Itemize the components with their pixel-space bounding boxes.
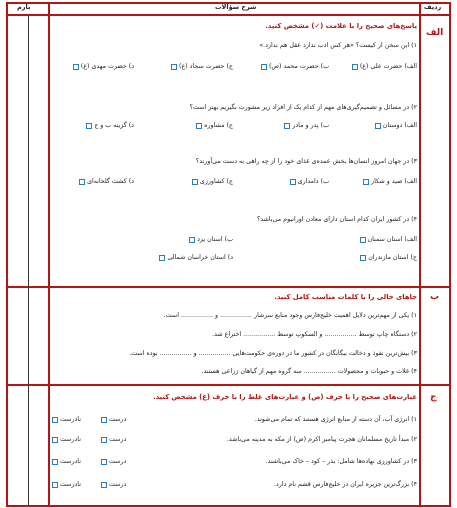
checkbox-icon[interactable] <box>101 459 107 465</box>
checkbox-icon[interactable] <box>284 123 290 129</box>
option-2-b[interactable]: ب) پدر و مادر <box>284 122 329 130</box>
fill-blank-4: ۴) غلات و حبوبات و محصولات ................ سه گروه مهم از گیاهان زراعی هستند. <box>201 368 417 375</box>
question-3: ۳) در جهان امروز انسان‌ها بخش عمده‌ی غذای خود را از چه راهی به دست می‌آورند؟ <box>195 158 417 165</box>
score-inner-line <box>28 16 29 505</box>
true-false-2-choices <box>52 436 126 444</box>
checkbox-icon[interactable] <box>360 237 366 243</box>
true-false-1-choices <box>52 416 126 424</box>
section-be <box>52 288 417 382</box>
question-4-options-row-2 <box>52 254 417 264</box>
question-2-options <box>52 122 417 132</box>
checkbox-icon[interactable] <box>352 64 358 70</box>
checkbox-icon[interactable] <box>290 179 296 185</box>
checkbox-icon[interactable] <box>171 64 177 70</box>
frame-bottom <box>6 505 451 507</box>
true-option[interactable]: درست <box>101 416 126 424</box>
option-4-d[interactable]: د) استان خراسان شمالی <box>159 254 233 262</box>
checkbox-icon[interactable] <box>79 179 85 185</box>
header-score: بارم <box>17 3 31 11</box>
checkbox-icon[interactable] <box>192 179 198 185</box>
false-option[interactable]: نادرست <box>52 458 81 466</box>
option-4-c[interactable]: ج) استان مازندران <box>360 254 417 262</box>
option-2-d[interactable]: د) گزینه ب و ج <box>86 122 134 130</box>
checkbox-icon[interactable] <box>196 123 202 129</box>
checkbox-icon[interactable] <box>52 417 58 423</box>
option-4-a[interactable]: الف) استان سمنان <box>360 236 417 244</box>
header-row: ردیف <box>424 3 442 11</box>
option-1-d[interactable]: د) حضرت مهدی (ع) <box>73 63 134 71</box>
frame-right <box>449 2 451 507</box>
section-alef <box>52 18 417 284</box>
question-2: ۲) در مسائل و تصمیم‌گیری‌های مهم از کدام یک از افراد زیر مشورت بگیریم بهتر است؟ <box>189 104 417 111</box>
true-false-2: ۲) مبدأ تاریخ مسلمانان هجرت پیامبر اکرم (ص) از مکه به مدینه می‌باشد. <box>226 436 417 443</box>
true-option[interactable]: درست <box>101 458 126 466</box>
section-letter-be: ب <box>430 292 440 302</box>
true-false-4: ۴) بزرگ‌ترین جزیره ایران در خلیج‌فارس قشم نام دارد. <box>273 481 417 488</box>
section-letter-jim: ج <box>430 392 437 402</box>
fill-blank-1: ۱) یکی از مهم‌ترین دلایل اهمیت خلیج‌فارس وجود منابع سرشار ................ و ................ است. <box>163 312 417 319</box>
option-1-b[interactable]: ب) حضرت محمد (ص) <box>261 63 329 71</box>
option-1-c[interactable]: ج) حضرت سجاد (ع) <box>171 63 233 71</box>
false-option[interactable]: نادرست <box>52 416 81 424</box>
false-option[interactable]: نادرست <box>52 481 81 489</box>
section-jim-title: عبارت‌های صحیح را با حرف (ص) و عبارت‌های غلط را با حرف (غ) مشخص کنید. <box>153 393 417 401</box>
checkbox-icon[interactable] <box>360 255 366 261</box>
section-alef-title: پاسخ‌های صحیح را با علامت (✓) مشخص کنید. <box>265 22 417 30</box>
section-jim <box>52 386 417 504</box>
question-1-options <box>52 63 417 73</box>
true-false-1: ۱) انرژی آب، آن دسته از منابع انرژی هستند که تمام می‌شوند. <box>254 416 417 423</box>
option-3-b[interactable]: ب) دامداری <box>290 178 329 186</box>
checkbox-icon[interactable] <box>159 255 165 261</box>
question-3-options <box>52 178 417 188</box>
row-column-line <box>419 2 421 507</box>
option-3-a[interactable]: الف) صید و شکار <box>363 178 417 186</box>
header-question: شرح سؤالات <box>215 3 257 11</box>
checkbox-icon[interactable] <box>73 64 79 70</box>
option-4-b[interactable]: ب) استان یزد <box>189 236 233 244</box>
checkbox-icon[interactable] <box>101 417 107 423</box>
true-option[interactable]: درست <box>101 436 126 444</box>
checkbox-icon[interactable] <box>189 237 195 243</box>
option-1-a[interactable]: الف) حضرت علی (ع) <box>352 63 417 71</box>
option-2-a[interactable]: الف) دوستان <box>375 122 417 130</box>
checkbox-icon[interactable] <box>52 459 58 465</box>
frame-left <box>6 2 8 507</box>
checkbox-icon[interactable] <box>375 123 381 129</box>
fill-blank-3: ۳) بیش‌ترین نفوذ و دخالت بیگانگان در کشور ما در دوره‌ی حکومت‌هایی ................ و ................ بوده است. <box>129 350 417 357</box>
true-false-3-choices <box>52 458 126 466</box>
fill-blank-2: ۲) دستگاه چاپ توسط ................ و السکوپ توسط ................ اختراع شد. <box>212 331 417 338</box>
checkbox-icon[interactable] <box>52 437 58 443</box>
false-option[interactable]: نادرست <box>52 436 81 444</box>
checkbox-icon[interactable] <box>261 64 267 70</box>
true-false-3: ۳) در کشاورزی نهاده‌ها شامل: بذر – کود – خاک می‌باشند. <box>265 458 417 465</box>
section-letter-alef: الف <box>426 28 444 38</box>
score-column-line <box>48 2 50 507</box>
section-be-title: جاهای خالی را با کلمات مناسب کامل کنید. <box>274 293 417 301</box>
header-divider <box>6 14 451 16</box>
option-2-c[interactable]: ج) مشاوره <box>196 122 233 130</box>
checkbox-icon[interactable] <box>52 482 58 488</box>
question-4: ۴) در کشور ایران کدام استان دارای معادن اورانیوم می‌باشد؟ <box>256 216 417 223</box>
option-3-d[interactable]: د) کشت گلخانه‌ای <box>79 178 134 186</box>
checkbox-icon[interactable] <box>86 123 92 129</box>
question-4-options-row-1 <box>52 236 417 246</box>
checkbox-icon[interactable] <box>363 179 369 185</box>
true-option[interactable]: درست <box>101 481 126 489</box>
checkbox-icon[interactable] <box>101 437 107 443</box>
question-1: ۱) این سخن از کیست؟ «هر کس ادب ندارد عقل هم ندارد.» <box>259 42 417 49</box>
option-3-c[interactable]: ج) کشاورزی <box>192 178 233 186</box>
checkbox-icon[interactable] <box>101 482 107 488</box>
true-false-4-choices <box>52 481 126 489</box>
